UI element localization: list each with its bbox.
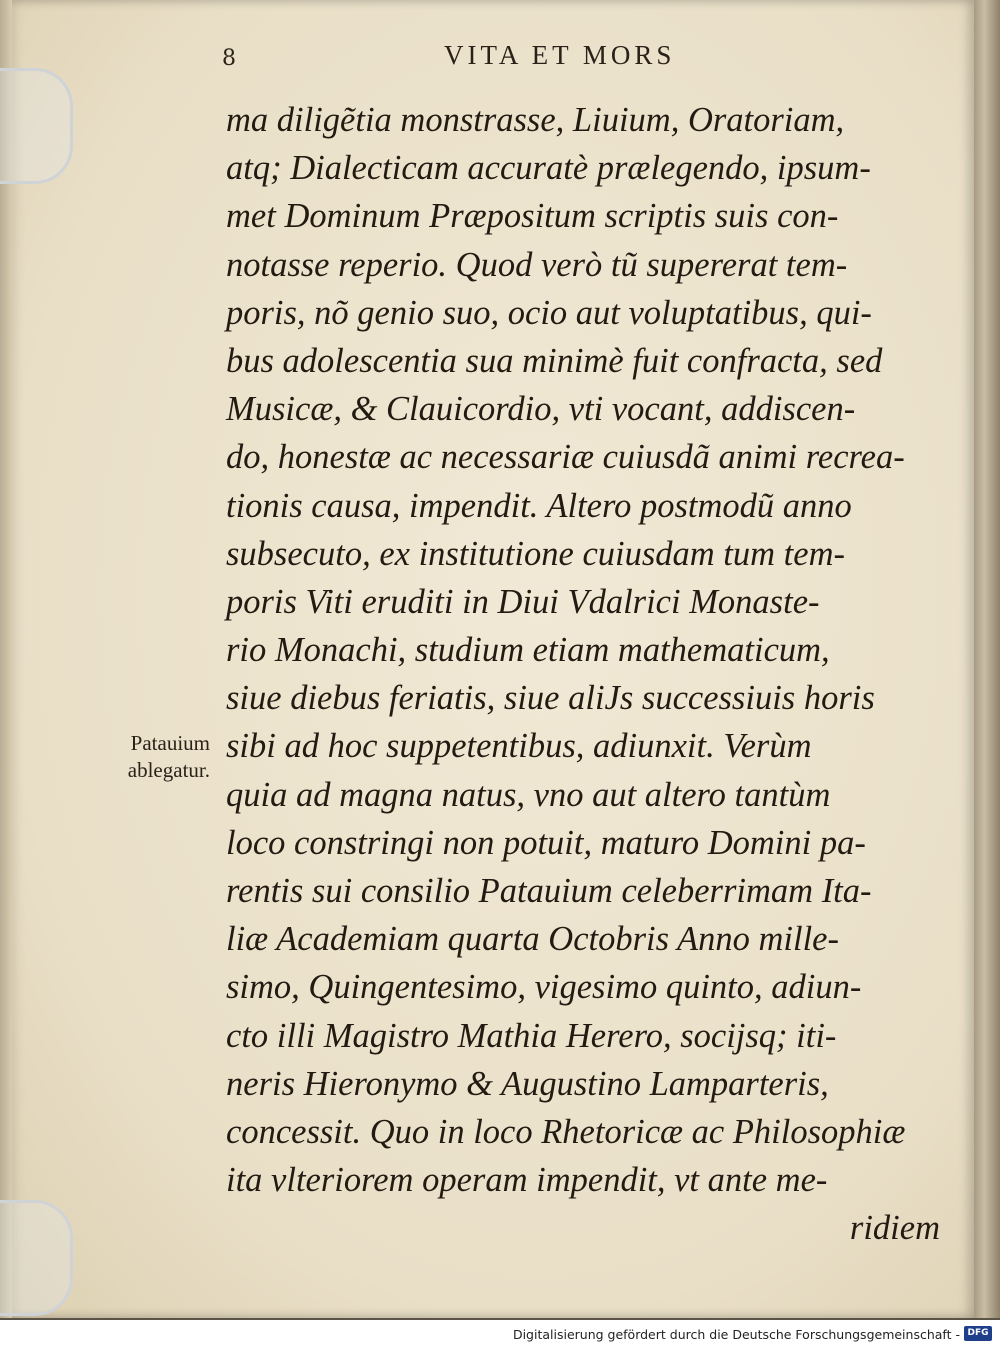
book-fore-edge — [974, 0, 1000, 1318]
text-line: Musicæ, & Clauicordio, vti vocant, addiscen- — [226, 390, 856, 429]
text-line: sibi ad hoc suppetentibus, adiunxit. Verùm — [226, 727, 812, 766]
text-line: rio Monachi, studium etiam mathematicum, — [226, 631, 830, 670]
body-text — [226, 96, 940, 1253]
text-line: rentis sui consilio Patauium celeberrimam Ita- — [226, 872, 872, 910]
text-line: liæ Academiam quarta Octobris Anno mille- — [226, 920, 839, 959]
folio-number: 8 — [222, 46, 236, 71]
text-line: concessit. Quo in loco Rhetoricæ ac Philosophiæ — [226, 1112, 906, 1151]
text-line: simo, Quingentesimo, vigesimo quinto, adiun- — [226, 968, 862, 1007]
text-line: neris Hieronymo & Augustino Lamparteris, — [226, 1064, 829, 1103]
funding-credit: Digitalisierung gefördert durch die Deutsche Forschungsgemeinschaft - — [512, 1327, 960, 1342]
running-head — [222, 40, 762, 80]
marginal-note-line: ablegatur. — [127, 758, 210, 782]
text-line: poris Viti eruditi in Diui Vdalrici Monaste- — [226, 582, 820, 621]
footer-bar — [0, 1320, 1000, 1349]
text-line: siue diebus feriatis, siue aliJs successiuis horis — [226, 679, 875, 718]
running-title: VITA ET MORS — [444, 40, 676, 70]
dfg-logo-icon: DFG — [964, 1326, 992, 1341]
page-clip-top-icon — [0, 68, 73, 184]
page-left-edge — [0, 0, 12, 1318]
text-line: ma diligẽtia monstrasse, Liuium, Oratoriam, — [226, 101, 845, 139]
text-line: do, honestæ ac necessariæ cuiusdã animi recrea- — [226, 438, 905, 477]
catchword: ridiem — [849, 1209, 940, 1248]
text-line: subsecuto, ex institutione cuiusdam tum tem- — [226, 534, 845, 573]
marginal-note — [90, 730, 210, 784]
text-line: bus adolescentia sua minimè fuit confracta, sed — [226, 341, 883, 380]
text-line: loco constringi non potuit, maturo Domini pa- — [226, 823, 866, 862]
text-line: atq; Dialecticam accuratè prælegendo, ipsum- — [226, 149, 871, 188]
text-line: ita vlteriorem operam impendit, vt ante me- — [226, 1161, 828, 1200]
text-line: met Dominum Præpositum scriptis suis con- — [226, 197, 839, 236]
text-line: cto illi Magistro Mathia Herero, socijsq; iti- — [226, 1016, 837, 1055]
page-clip-bottom-icon — [0, 1200, 73, 1316]
marginal-note-line: Patauium — [130, 731, 210, 755]
text-line: poris, nõ genio suo, ocio aut voluptatibus, qui- — [226, 293, 872, 332]
text-line: notasse reperio. Quod verò tũ supererat tem- — [226, 245, 848, 284]
text-line: tionis causa, impendit. Altero postmodũ anno — [226, 486, 852, 525]
text-line: quia ad magna natus, vno aut altero tantùm — [226, 775, 831, 814]
